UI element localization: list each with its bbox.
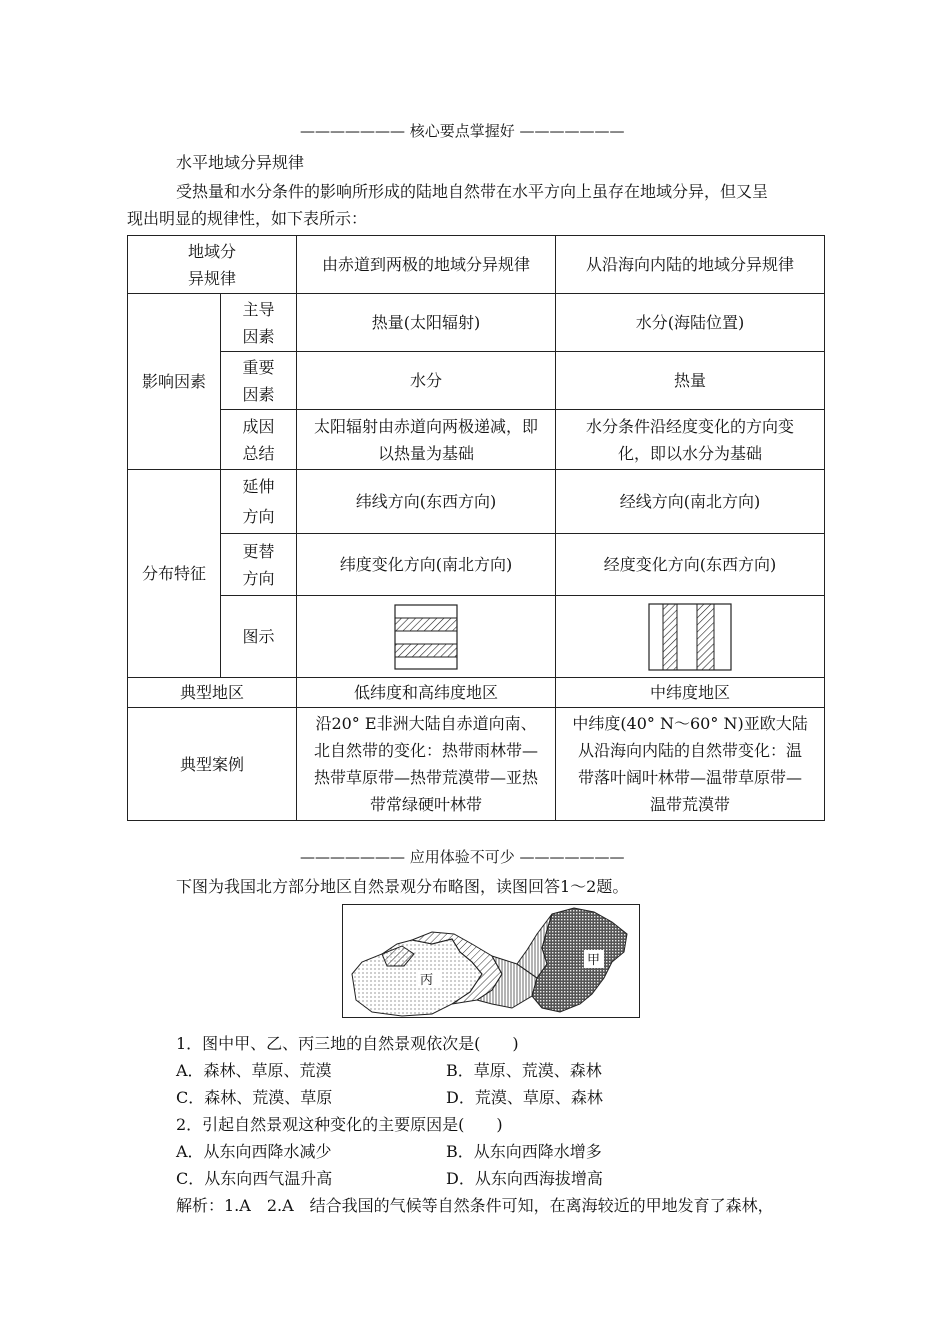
cell: 经度变化方向(东西方向) <box>556 534 825 596</box>
q2-option-b[interactable]: B．从东向西降水增多 <box>446 1142 602 1161</box>
question-intro: 下图为我国北方部分地区自然景观分布略图，读图回答1～2题。 <box>176 877 629 896</box>
q1-option-a[interactable]: A．森林、草原、荒漠 <box>176 1061 332 1080</box>
section-heading-practice: ——————— 应用体验不可少 ——————— <box>300 848 625 866</box>
col-header-latitudinal: 由赤道到两极的地域分异规律 <box>297 236 556 294</box>
cell: 水分条件沿经度变化的方向变 化，即以水分为基础 <box>556 410 825 470</box>
row-label-diagram: 图示 <box>221 596 297 678</box>
cell: 水分 <box>297 352 556 410</box>
row-label-typical-region: 典型地区 <box>128 678 297 708</box>
latitudinal-bands-diagram <box>394 604 458 670</box>
cell: 热量 <box>556 352 825 410</box>
row-label-typical-case: 典型案例 <box>128 708 297 821</box>
col-header-longitudinal: 从沿海向内陆的地域分异规律 <box>556 236 825 294</box>
q1-option-c[interactable]: C．森林、荒漠、草原 <box>176 1088 333 1107</box>
row-label-important: 重要 因素 <box>221 352 297 410</box>
q2-option-a[interactable]: A．从东向西降水减少 <box>176 1142 332 1161</box>
cell: 纬度变化方向(南北方向) <box>297 534 556 596</box>
cell: 纬线方向(东西方向) <box>297 470 556 534</box>
q1-option-b[interactable]: B．草原、荒漠、森林 <box>446 1061 602 1080</box>
q1-stem: 1．图中甲、乙、丙三地的自然景观依次是( ) <box>176 1034 519 1053</box>
diagram-longitudinal-cell <box>556 596 825 678</box>
diagram-latitudinal-cell <box>297 596 556 678</box>
zonation-table <box>127 235 825 821</box>
q2-option-d[interactable]: D．从东向西海拔增高 <box>446 1169 603 1188</box>
map-label-jia: 甲 <box>587 953 601 968</box>
cell: 经线方向(南北方向) <box>556 470 825 534</box>
cell: 太阳辐射由赤道向两极递减，即 以热量为基础 <box>297 410 556 470</box>
cell: 中纬度(40° N～60° N)亚欧大陆 从沿海向内陆的自然带变化：温 带落叶阔叶林带—温带草原带— 温带荒漠带 <box>556 708 825 821</box>
longitudinal-bands-diagram <box>648 603 732 671</box>
row-label-cause: 成因 总结 <box>221 410 297 470</box>
row-label-dominant: 主导 因素 <box>221 294 297 352</box>
row-label-extension: 延伸 方向 <box>221 470 297 534</box>
q2-option-c[interactable]: C．从东向西气温升高 <box>176 1169 333 1188</box>
subtitle: 水平地域分异规律 <box>176 153 305 172</box>
north-china-landscape-map <box>342 904 640 1018</box>
group-influence-factors: 影响因素 <box>128 294 221 470</box>
analysis-text: 解析：1.A 2.A 结合我国的气候等自然条件可知，在离海较近的甲地发育了森林， <box>176 1196 774 1215</box>
cell: 中纬度地区 <box>556 678 825 708</box>
cell: 水分(海陆位置) <box>556 294 825 352</box>
cell: 低纬度和高纬度地区 <box>297 678 556 708</box>
table-header-cell: 地域分 异规律 <box>128 236 297 294</box>
intro-line-1: 受热量和水分条件的影响所形成的陆地自然带在水平方向上虽存在地域分异，但又呈 <box>176 182 769 201</box>
q2-stem: 2．引起自然景观这种变化的主要原因是( ) <box>176 1115 503 1134</box>
map-label-bing: 丙 <box>420 973 434 988</box>
group-distribution: 分布特征 <box>128 470 221 678</box>
cell: 热量(太阳辐射) <box>297 294 556 352</box>
row-label-replacement: 更替 方向 <box>221 534 297 596</box>
cell: 沿20° E非洲大陆自赤道向南、 北自然带的变化：热带雨林带— 热带草原带—热带荒漠带—亚热 带常绿硬叶林带 <box>297 708 556 821</box>
section-heading-core: ——————— 核心要点掌握好 ——————— <box>300 122 625 140</box>
q1-option-d[interactable]: D．荒漠、草原、森林 <box>446 1088 603 1107</box>
intro-line-2: 现出明显的规律性，如下表所示： <box>127 209 368 228</box>
